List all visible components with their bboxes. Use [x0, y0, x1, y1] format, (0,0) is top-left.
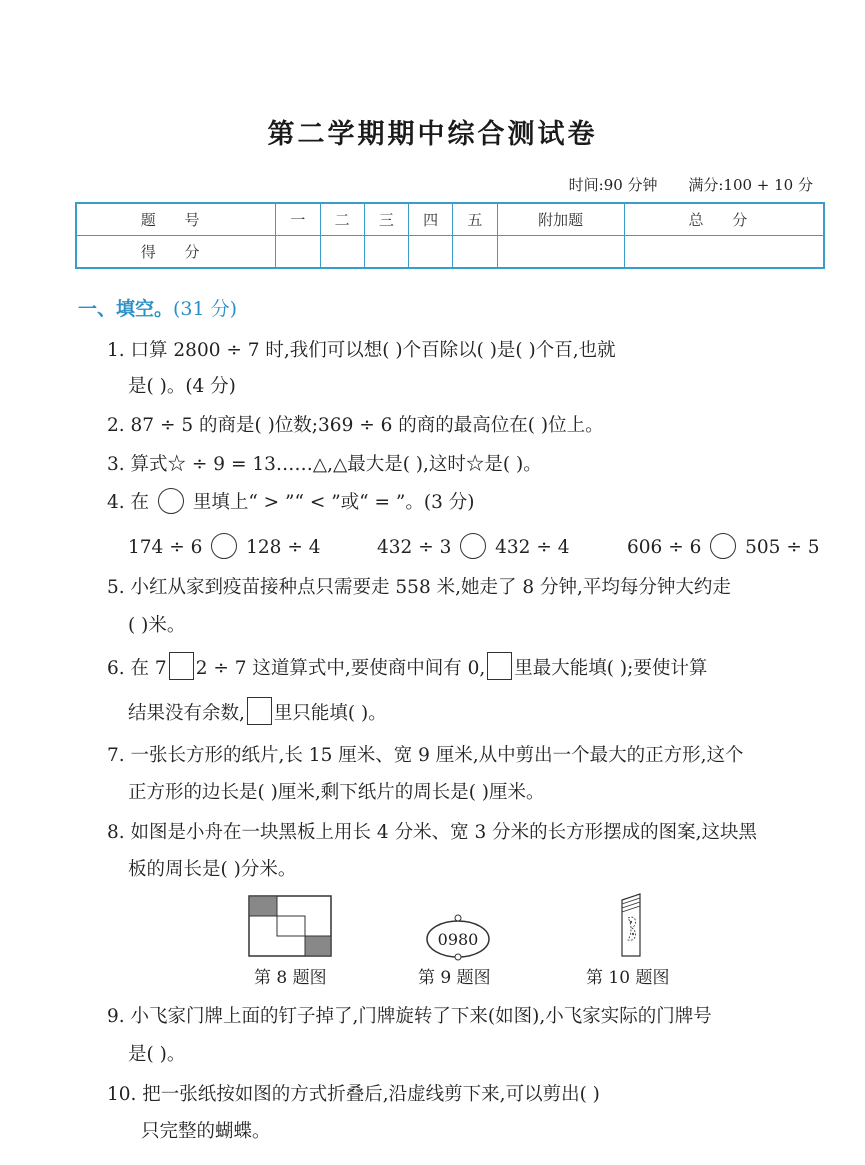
- score-cell[interactable]: [497, 236, 624, 269]
- score-cell[interactable]: [453, 236, 497, 269]
- question-1-line-1: 1. 口算 2800 ÷ 7 时,我们可以想( )个百除以( )是( )个百,也就: [107, 340, 616, 361]
- score-cell[interactable]: [409, 236, 453, 269]
- expr-right: 432 ÷ 4: [495, 537, 570, 558]
- section-points: (31 分): [173, 298, 238, 320]
- q4-suffix: 里填上“ > ”“ < ”或“ = ”。(3 分): [192, 492, 475, 513]
- question-5-line-1: 5. 小红从家到疫苗接种点只需要走 558 米,她走了 8 分钟,平均每分钟大约走: [107, 577, 731, 598]
- compare-circle[interactable]: [211, 533, 237, 559]
- figure-8-blackboard: [248, 895, 332, 957]
- square-blank-icon: [247, 697, 272, 725]
- header-cell: 一: [276, 203, 320, 236]
- header-cell: 附加题: [497, 203, 624, 236]
- header-cell: 五: [453, 203, 497, 236]
- expr-left: 174 ÷ 6: [128, 537, 203, 558]
- q6-part-d: 结果没有余数,: [128, 703, 245, 724]
- figure-9-door-sign: [425, 912, 491, 962]
- q4-expression-2: [377, 533, 569, 559]
- score-cell[interactable]: [624, 236, 824, 269]
- page-title: 第二学期期中综合测试卷: [267, 119, 598, 150]
- figure-10-folded-paper: [618, 890, 644, 960]
- q6-part-c: 里最大能填( );要使计算: [514, 658, 708, 679]
- time-limit: 时间:90 分钟: [568, 176, 658, 194]
- exam-meta: [543, 174, 813, 195]
- expr-left: 432 ÷ 3: [377, 537, 452, 558]
- question-10-line-2: 只完整的蝴蝶。: [141, 1121, 271, 1142]
- header-cell: 四: [409, 203, 453, 236]
- square-blank[interactable]: [169, 652, 194, 680]
- header-cell: 总 分: [624, 203, 824, 236]
- q4-expression-1: [128, 533, 320, 559]
- compare-circle[interactable]: [460, 533, 486, 559]
- compare-circle[interactable]: [710, 533, 736, 559]
- question-6-line-1: [107, 652, 707, 680]
- header-cell: 题 号: [76, 203, 276, 236]
- question-8-line-1: 8. 如图是小舟在一块黑板上用长 4 分米、宽 3 分米的长方形摆成的图案,这块黑: [107, 822, 757, 843]
- section-label: 一、填空。: [78, 298, 174, 320]
- q6-part-b: 2 ÷ 7 这道算式中,要使商中间有 0,: [195, 658, 486, 679]
- question-7-line-1: 7. 一张长方形的纸片,长 15 厘米、宽 9 厘米,从中剪出一个最大的正方形,这个: [107, 745, 744, 766]
- header-cell: 三: [364, 203, 408, 236]
- question-2: 2. 87 ÷ 5 的商是( )位数;369 ÷ 6 的商的最高位在( )位上。: [107, 415, 604, 436]
- q6-part-e: 里只能填( )。: [273, 703, 387, 724]
- score-cell[interactable]: [364, 236, 408, 269]
- question-9-line-2: 是( )。: [128, 1044, 186, 1065]
- section-heading: [78, 294, 237, 321]
- question-5-line-2: ( )米。: [128, 615, 186, 636]
- question-7-line-2: 正方形的边长是( )厘米,剩下纸片的周长是( )厘米。: [128, 782, 545, 803]
- circle-blank-icon: [158, 488, 184, 514]
- score-cell[interactable]: [276, 236, 320, 269]
- question-4: [107, 488, 474, 514]
- square-blank-icon: [487, 652, 512, 680]
- expr-right: 128 ÷ 4: [246, 537, 321, 558]
- score-label-cell: 得 分: [76, 236, 276, 269]
- header-cell: 二: [320, 203, 364, 236]
- question-1-line-2: 是( )。(4 分): [128, 376, 236, 397]
- question-3: 3. 算式☆ ÷ 9 = 13……△,△最大是( ),这时☆是( )。: [107, 454, 542, 475]
- q6-part-a: 6. 在 7: [107, 658, 167, 679]
- figure-9-caption: 第 9 题图: [418, 968, 491, 988]
- full-score: 满分:100 + 10 分: [688, 176, 813, 194]
- figure-10-caption: 第 10 题图: [586, 968, 670, 988]
- q4-expression-3: [627, 533, 819, 559]
- score-table-score-row: [76, 236, 824, 269]
- score-table: [75, 202, 825, 269]
- q4-prefix: 4. 在: [107, 492, 150, 513]
- question-8-line-2: 板的周长是( )分米。: [128, 859, 297, 880]
- question-9-line-1: 9. 小飞家门牌上面的钉子掉了,门牌旋转了下来(如图),小飞家实际的门牌号: [107, 1006, 712, 1027]
- door-sign-number: 0980: [437, 930, 479, 949]
- expr-right: 505 ÷ 5: [745, 537, 820, 558]
- score-cell[interactable]: [320, 236, 364, 269]
- question-10-line-1: 10. 把一张纸按如图的方式折叠后,沿虚线剪下来,可以剪出( ): [107, 1084, 600, 1105]
- figure-8-caption: 第 8 题图: [254, 968, 327, 988]
- expr-left: 606 ÷ 6: [627, 537, 702, 558]
- question-6-line-2: [128, 697, 387, 725]
- score-table-header-row: [76, 203, 824, 236]
